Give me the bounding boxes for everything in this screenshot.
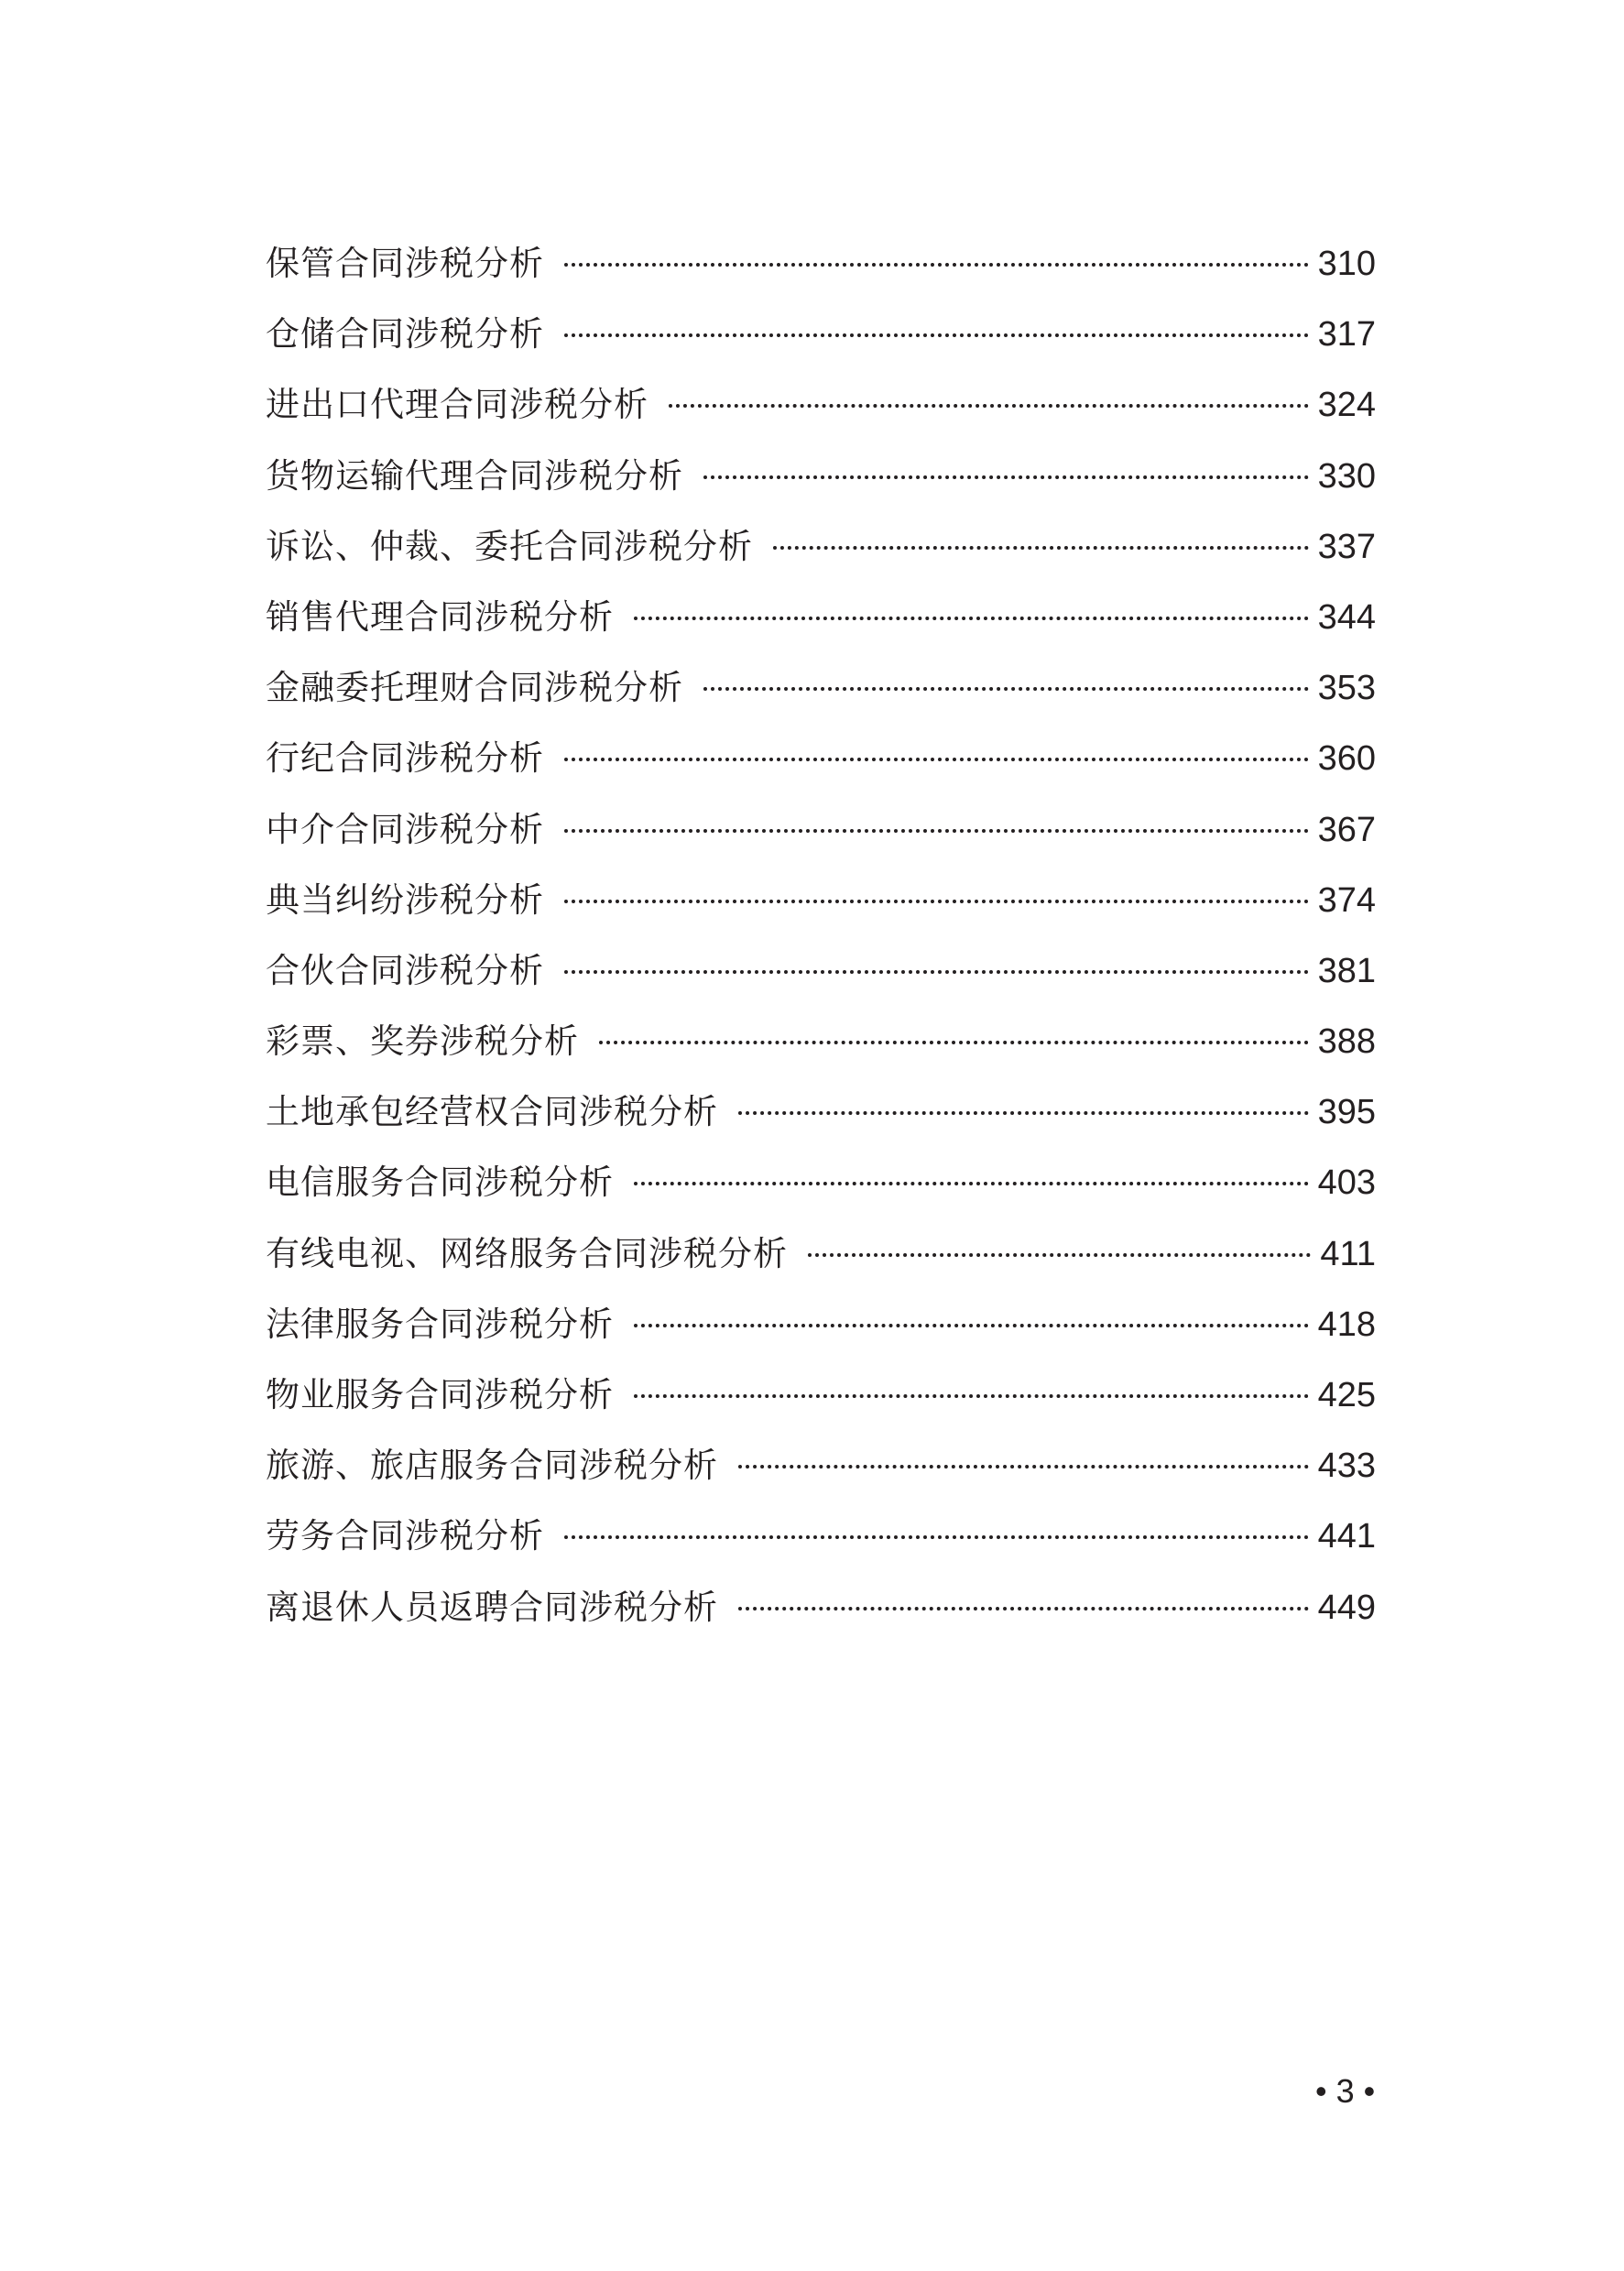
dot-leader (634, 1324, 1309, 1327)
toc-entry[interactable] (266, 942, 1376, 1012)
toc-entry-page: 374 (1317, 880, 1376, 920)
toc-entry-title: 进出口代理合同涉税分析 (266, 385, 649, 425)
toc-entry-title: 中介合同涉税分析 (266, 809, 544, 849)
dot-leader (669, 404, 1309, 408)
toc-entry-title: 合伙合同涉税分析 (266, 950, 544, 990)
toc-entry-title: 物业服务合同涉税分析 (266, 1375, 614, 1414)
toc-entry-title: 货物运输代理合同涉税分析 (266, 455, 683, 496)
dot-leader (634, 1394, 1309, 1398)
toc-entry[interactable] (266, 1153, 1376, 1224)
toc-entry-title: 销售代理合同涉税分析 (266, 596, 614, 637)
toc-entry-page: 403 (1317, 1163, 1376, 1203)
dot-leader (564, 333, 1309, 337)
table-of-contents (266, 235, 1376, 1649)
toc-entry-page: 381 (1317, 951, 1376, 990)
dot-leader (738, 1111, 1309, 1115)
toc-entry-title: 有线电视、网络服务合同涉税分析 (266, 1233, 788, 1273)
toc-entry[interactable] (266, 659, 1376, 729)
dot-leader (773, 546, 1309, 550)
toc-entry-title: 电信服务合同涉税分析 (266, 1163, 614, 1203)
toc-entry[interactable] (266, 1578, 1376, 1649)
toc-entry[interactable] (266, 1083, 1376, 1153)
toc-entry-page: 395 (1317, 1093, 1376, 1132)
dot-leader (634, 1182, 1309, 1185)
toc-entry[interactable] (266, 376, 1376, 446)
toc-entry-title: 诉讼、仲裁、委托合同涉税分析 (266, 526, 753, 566)
dot-leader (564, 970, 1309, 974)
dot-leader (599, 1041, 1309, 1044)
toc-entry-page: 360 (1317, 739, 1376, 779)
toc-entry-page: 344 (1317, 597, 1376, 637)
dot-leader (738, 1607, 1309, 1610)
toc-entry[interactable] (266, 518, 1376, 588)
toc-entry[interactable] (266, 1225, 1376, 1295)
dot-leader (634, 617, 1309, 620)
toc-entry[interactable] (266, 1366, 1376, 1436)
dot-leader (564, 758, 1309, 761)
dot-leader (564, 263, 1309, 267)
toc-entry[interactable] (266, 1507, 1376, 1578)
toc-entry[interactable] (266, 1436, 1376, 1507)
toc-entry-page: 425 (1317, 1376, 1376, 1414)
toc-entry[interactable] (266, 801, 1376, 871)
toc-entry-title: 典当纠纷涉税分析 (266, 879, 544, 920)
toc-entry-title: 土地承包经营权合同涉税分析 (266, 1092, 718, 1132)
toc-entry[interactable] (266, 729, 1376, 800)
toc-entry-page: 449 (1317, 1588, 1376, 1627)
toc-entry-page: 317 (1317, 315, 1376, 355)
toc-entry-page: 324 (1317, 386, 1376, 425)
toc-entry-title: 金融委托理财合同涉税分析 (266, 668, 683, 708)
page-number: • 3 • (1315, 2072, 1376, 2110)
toc-entry-title: 行纪合同涉税分析 (266, 738, 544, 779)
toc-entry[interactable] (266, 1295, 1376, 1366)
toc-entry-title: 离退休人员返聘合同涉税分析 (266, 1587, 718, 1627)
toc-entry-page: 367 (1317, 810, 1376, 849)
toc-entry-title: 旅游、旅店服务合同涉税分析 (266, 1446, 718, 1486)
toc-entry-title: 彩票、奖券涉税分析 (266, 1021, 579, 1062)
toc-entry-title: 仓储合同涉税分析 (266, 314, 544, 355)
toc-entry-page: 337 (1317, 527, 1376, 566)
dot-leader (808, 1253, 1311, 1257)
toc-entry[interactable] (266, 305, 1376, 376)
dot-leader (703, 687, 1309, 691)
toc-entry-page: 388 (1317, 1022, 1376, 1062)
toc-entry[interactable] (266, 1012, 1376, 1083)
toc-entry-title: 法律服务合同涉税分析 (266, 1304, 614, 1344)
toc-entry-page: 411 (1320, 1234, 1376, 1273)
toc-entry[interactable] (266, 235, 1376, 305)
toc-entry[interactable] (266, 871, 1376, 942)
toc-entry[interactable] (266, 588, 1376, 659)
toc-entry-page: 433 (1317, 1447, 1376, 1486)
dot-leader (564, 829, 1309, 833)
toc-entry-title: 保管合同涉税分析 (266, 244, 544, 283)
dot-leader (564, 1535, 1309, 1539)
toc-entry-page: 330 (1317, 456, 1376, 496)
toc-entry-page: 418 (1317, 1305, 1376, 1344)
toc-entry-page: 310 (1317, 245, 1376, 283)
toc-entry-title: 劳务合同涉税分析 (266, 1516, 544, 1556)
dot-leader (564, 900, 1309, 903)
toc-entry-page: 353 (1317, 669, 1376, 708)
toc-entry[interactable] (266, 447, 1376, 518)
dot-leader (738, 1465, 1309, 1469)
dot-leader (703, 475, 1309, 479)
toc-entry-page: 441 (1317, 1517, 1376, 1556)
